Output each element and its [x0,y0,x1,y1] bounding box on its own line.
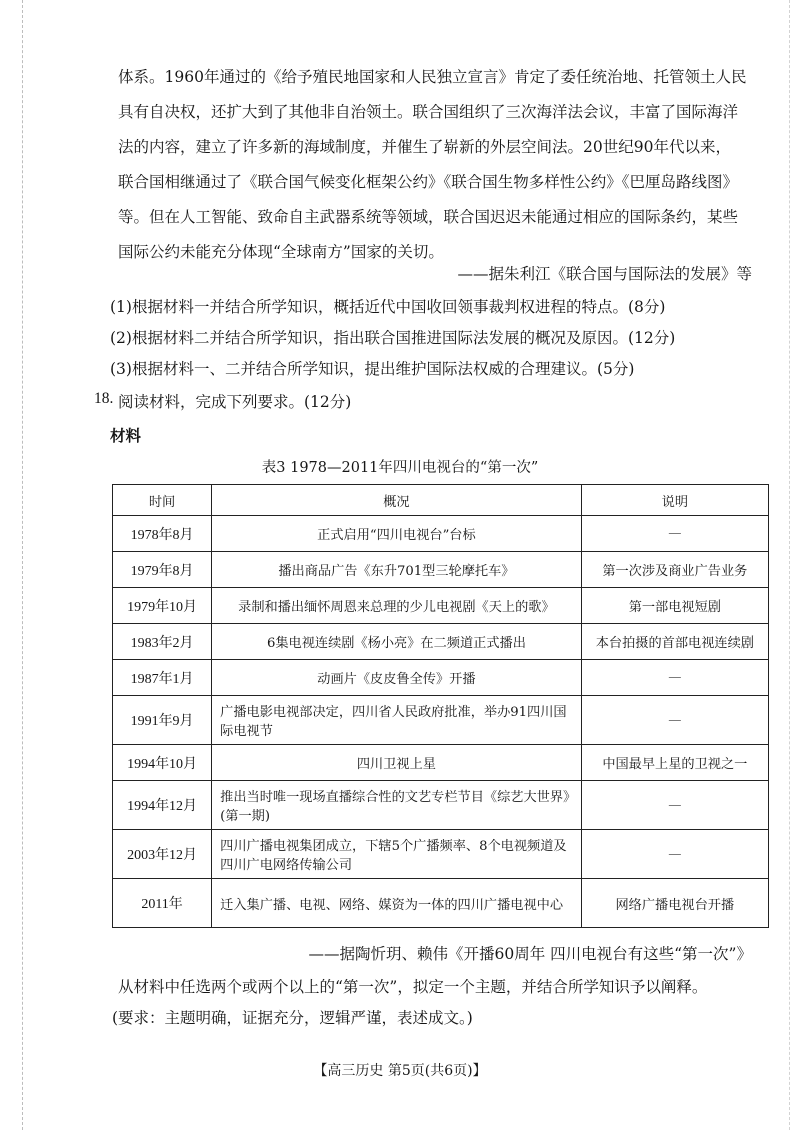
scan-edge-right [789,0,790,1130]
row-note: 本台拍摄的首部电视连续剧 [581,624,768,660]
row-time: 1994年12月 [113,781,212,830]
row-overview: 正式启用“四川电视台”台标 [212,516,582,552]
row-time: 1991年9月 [113,696,212,745]
material-2-line: 法的内容，建立了许多新的海域制度，并催生了崭新的外层空间法。20世纪90年代以来， [118,138,731,156]
material-label: 材料 [110,426,142,445]
header-overview: 概况 [212,485,582,516]
table-citation: ——据陶忻玥、赖伟《开播60周年 四川电视台有这些“第一次”》 [308,945,752,963]
row-overview: 动画片《皮皮鲁全传》开播 [212,660,582,696]
row-time: 1979年10月 [113,588,212,624]
row-time: 1979年8月 [113,552,212,588]
row-overview: 6集电视连续剧《杨小亮》在二频道正式播出 [212,624,582,660]
table-row [113,830,769,879]
material-2-line: 联合国相继通过了《联合国气候变化框架公约》《联合国生物多样性公约》《巴厘岛路线图》 [118,173,739,191]
scan-edge-left [22,0,23,1130]
material-2-line: 体系。1960年通过的《给予殖民地国家和人民独立宣言》肯定了委任统治地、托管领土人民 [118,68,747,86]
row-overview: 迁入集广播、电视、网络、媒资为一体的四川广播电视中心 [212,879,582,928]
row-note: — [581,660,768,696]
row-time: 1994年10月 [113,745,212,781]
row-overview: 四川卫视上星 [212,745,582,781]
row-time: 1978年8月 [113,516,212,552]
material-2-line: 具有自决权，还扩大到了其他非自治领土。联合国组织了三次海洋法会议，丰富了国际海洋 [118,103,739,121]
row-note: 中国最早上星的卫视之一 [581,745,768,781]
row-time: 2011年 [113,879,212,928]
page-footer: 【高三历史 第5页(共6页)】 [313,1063,487,1079]
table-row [113,660,769,696]
row-overview: 广播电影电视部决定，四川省人民政府批准，举办91四川国际电视节 [212,696,582,745]
table-row [113,696,769,745]
row-overview: 播出商品广告《东升701型三轮摩托车》 [212,552,582,588]
question-18-number: 18. [94,390,114,407]
material-2-citation: ——据朱利江《联合国与国际法的发展》等 [457,265,752,283]
table-row [113,879,769,928]
task-line-2: (要求：主题明确，证据充分，逻辑严谨，表述成文。) [112,1009,473,1027]
header-time: 时间 [113,485,212,516]
question-17-3: (3)根据材料一、二并结合所学知识，提出维护国际法权威的合理建议。(5分) [110,360,635,378]
table-row [113,745,769,781]
question-17-1: (1)根据材料一并结合所学知识，概括近代中国收回领事裁判权进程的特点。(8分) [110,298,666,316]
material-2-line: 等。但在人工智能、致命自主武器系统等领域，联合国迟迟未能通过相应的国际条约，某些 [118,208,739,226]
table-caption: 表3 1978—2011年四川电视台的“第一次” [261,460,539,476]
task-line-1: 从材料中任选两个或两个以上的“第一次”，拟定一个主题，并结合所学知识予以阐释。 [118,978,708,996]
header-note: 说明 [581,485,768,516]
row-note: — [581,781,768,830]
question-17-2: (2)根据材料二并结合所学知识，指出联合国推进国际法发展的概况及原因。(12分) [110,329,676,347]
row-time: 2003年12月 [113,830,212,879]
material-2-line: 国际公约未能充分体现“全球南方”国家的关切。 [118,243,444,261]
question-18-stem: 阅读材料，完成下列要求。(12分) [118,393,352,411]
row-note: — [581,830,768,879]
row-overview: 四川广播电视集团成立，下辖5个广播频率、8个电视频道及四川广电网络传输公司 [212,830,582,879]
row-time: 1987年1月 [113,660,212,696]
row-note: 第一部电视短剧 [581,588,768,624]
first-times-table [112,484,769,928]
table-row [113,624,769,660]
row-time: 1983年2月 [113,624,212,660]
table-row [113,516,769,552]
table-row [113,781,769,830]
table-row [113,588,769,624]
row-note: — [581,696,768,745]
row-overview: 推出当时唯一现场直播综合性的文艺专栏节目《综艺大世界》(第一期) [212,781,582,830]
table-row [113,552,769,588]
row-note: — [581,516,768,552]
row-note: 第一次涉及商业广告业务 [581,552,768,588]
row-overview: 录制和播出缅怀周恩来总理的少儿电视剧《天上的歌》 [212,588,582,624]
row-note: 网络广播电视台开播 [581,879,768,928]
